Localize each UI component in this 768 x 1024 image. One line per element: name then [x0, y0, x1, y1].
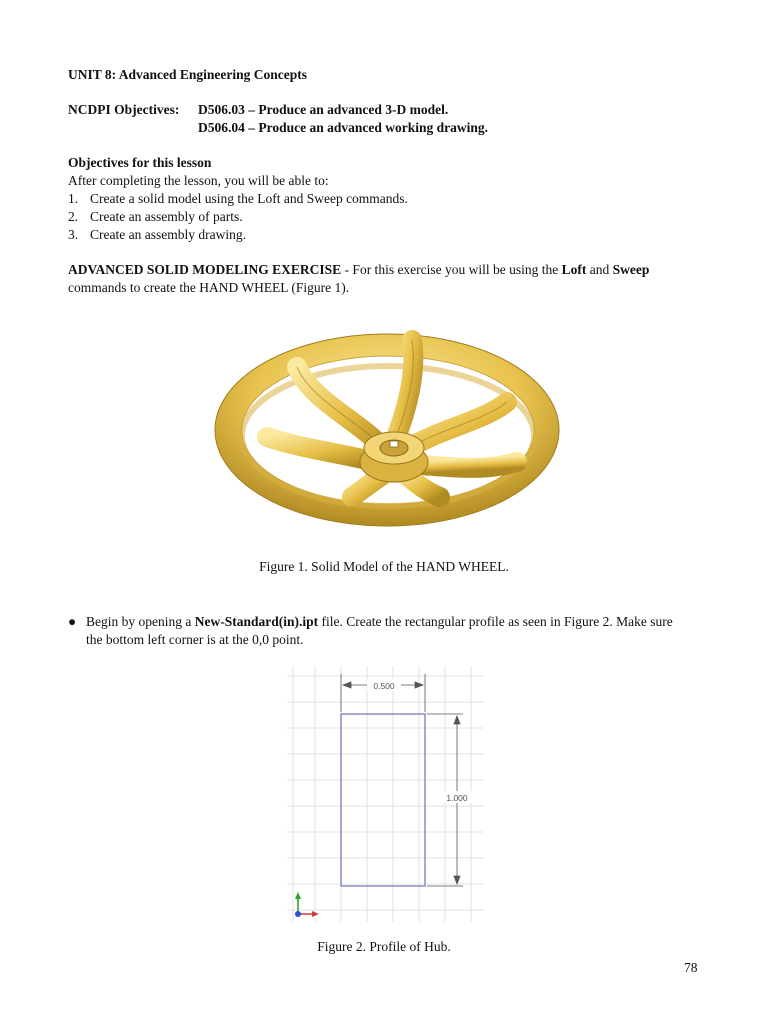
step-bullet: [68, 613, 688, 649]
width-dimension-label: 0.500: [373, 681, 395, 691]
step-text-2: file. Create the rectangular profile as seen in Figure 2. Make sure the bottom left corner is at the 0,0 point.: [86, 614, 673, 647]
exercise-paragraph: [68, 261, 688, 297]
ncdpi-objectives: [68, 101, 489, 135]
list-item-text: Create an assembly drawing.: [90, 227, 246, 242]
list-item: [68, 208, 408, 226]
height-dimension-label: 1.000: [446, 793, 468, 803]
exercise-text-1: - For this exercise you will be using the: [341, 262, 562, 277]
exercise-title: ADVANCED SOLID MODELING EXERCISE: [68, 262, 342, 277]
exercise-text-3: commands to create the HAND WHEEL (Figure 1).: [68, 280, 350, 295]
lesson-objectives-list: [68, 190, 408, 244]
ncdpi-objective-1: D506.03 – Produce an advanced 3-D model.: [198, 102, 449, 117]
hub-profile-sketch: [287, 666, 483, 922]
exercise-sweep: Sweep: [612, 262, 650, 277]
list-item: [68, 226, 408, 244]
exercise-text-2: and: [586, 262, 613, 277]
list-item: [68, 190, 408, 208]
lesson-objectives-heading: Objectives for this lesson: [68, 155, 212, 170]
list-item-text: Create an assembly of parts.: [90, 209, 243, 224]
lesson-objectives-intro: After completing the lesson, you will be able to:: [68, 173, 329, 188]
hand-wheel-image: [212, 312, 562, 527]
list-item-number: 3.: [68, 227, 79, 242]
bullet-icon: ●: [68, 614, 77, 629]
unit-title: UNIT 8: Advanced Engineering Concepts: [68, 67, 308, 82]
profile-rectangle: [341, 714, 425, 886]
list-item-number: 1.: [68, 191, 79, 206]
hand-wheel-figure: [212, 312, 562, 527]
list-item-text: Create a solid model using the Loft and Sweep commands.: [90, 191, 408, 206]
figure-1-caption: Figure 1. Solid Model of the HAND WHEEL.: [259, 559, 509, 574]
hub-profile-figure: [287, 666, 483, 922]
page-number: 78: [684, 960, 698, 975]
ncdpi-label: NCDPI Objectives:: [68, 102, 180, 117]
list-item-number: 2.: [68, 209, 79, 224]
step-file-name: New-Standard(in).ipt: [194, 614, 319, 629]
exercise-loft: Loft: [561, 262, 587, 277]
step-text: [86, 613, 688, 649]
figure-2-caption: Figure 2. Profile of Hub.: [317, 939, 451, 954]
step-text-1: Begin by opening a: [86, 614, 195, 629]
ncdpi-objective-2: D506.04 – Produce an advanced working drawing.: [198, 120, 489, 135]
